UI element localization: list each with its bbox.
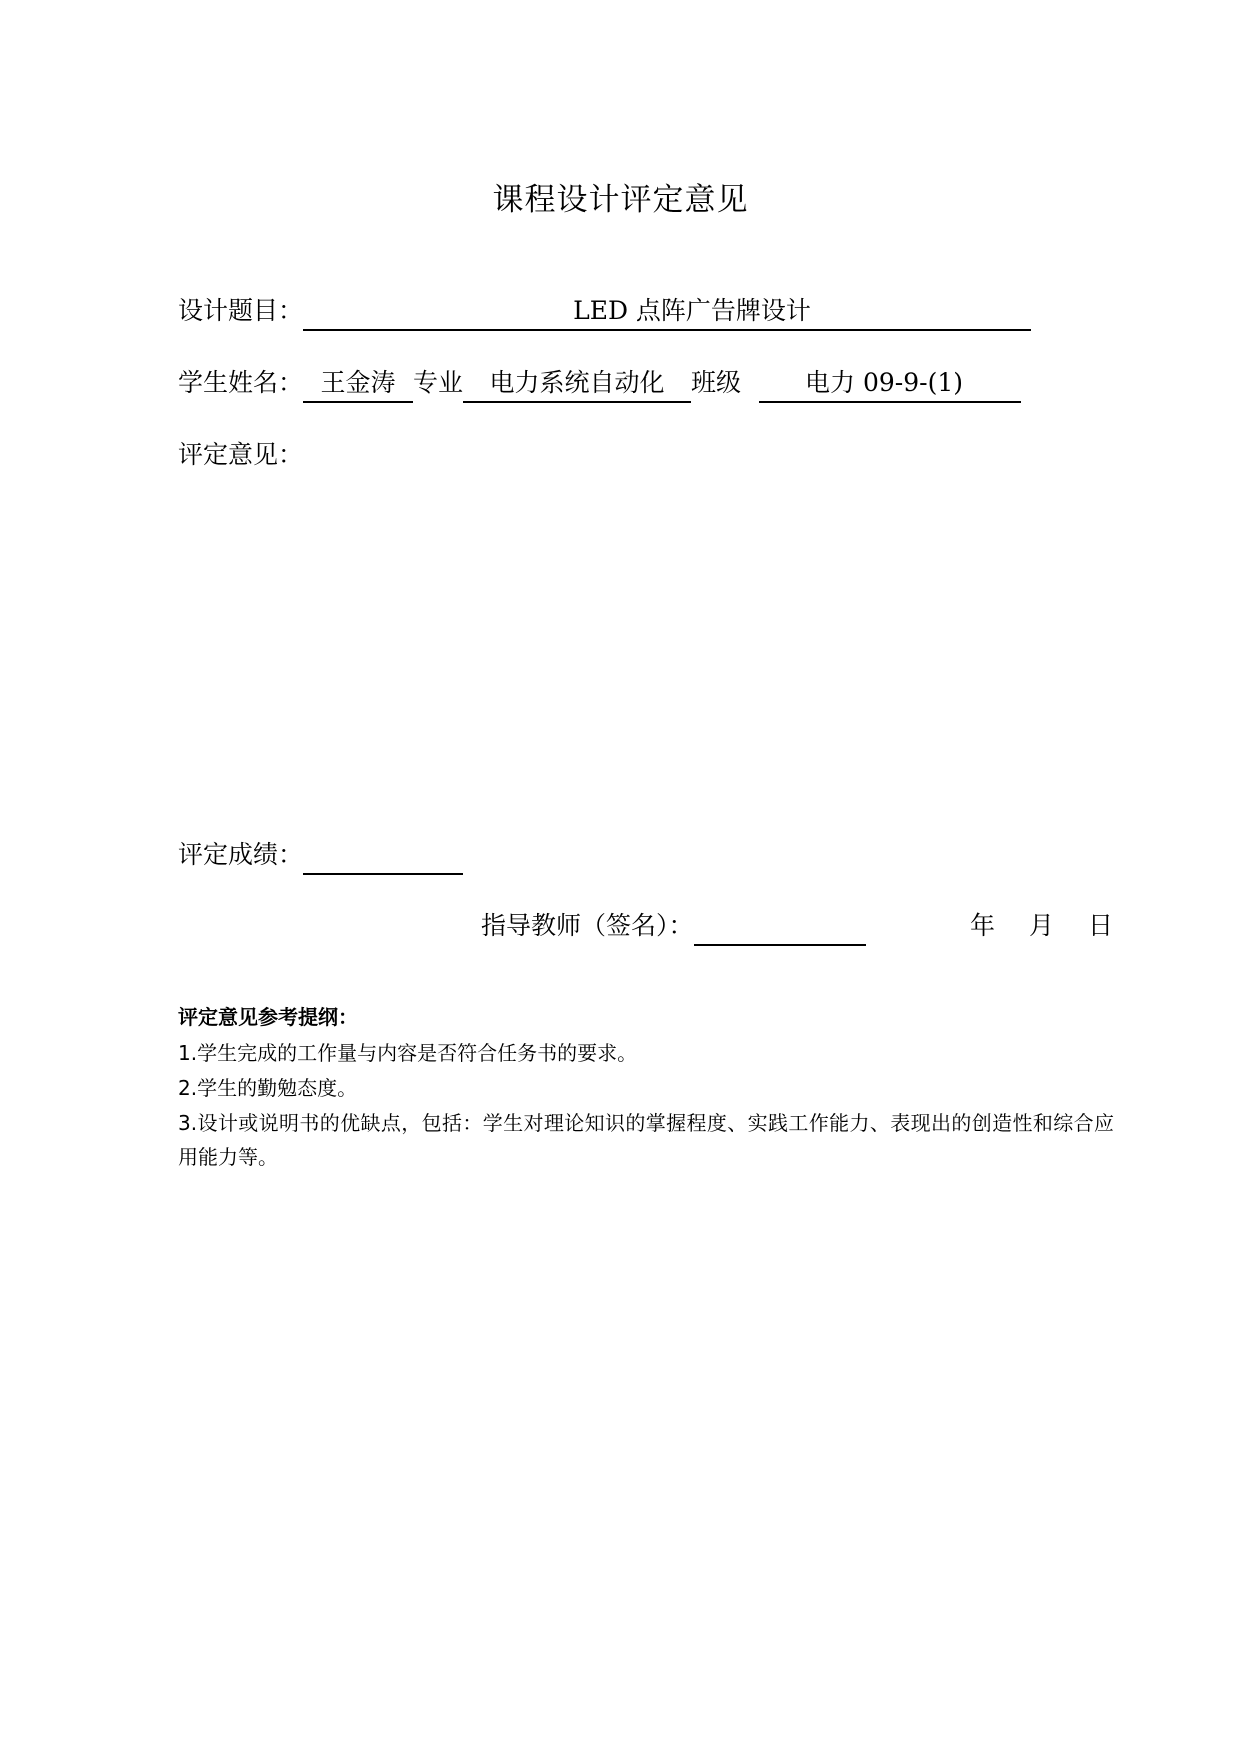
reference-item-1: 1.学生完成的工作量与内容是否符合任务书的要求。 — [178, 1041, 638, 1065]
class-label: 班级 — [691, 368, 742, 397]
day-label: 日 — [1088, 911, 1114, 940]
teacher-label: 指导教师（签名）： — [481, 911, 694, 940]
major-label: 专业 — [413, 368, 464, 397]
opinion-row — [178, 437, 303, 473]
major-field[interactable] — [463, 365, 691, 401]
topic-field[interactable] — [303, 293, 1031, 329]
student-row — [178, 365, 1021, 401]
topic-row — [178, 293, 1031, 329]
reference-heading: 评定意见参考提纲： — [178, 1005, 358, 1029]
reference-item-2: 2.学生的勤勉态度。 — [178, 1076, 358, 1100]
opinion-label: 评定意见： — [178, 440, 304, 469]
month-label: 月 — [1029, 911, 1055, 940]
teacher-row — [481, 908, 866, 944]
grade-label: 评定成绩： — [178, 840, 304, 869]
grade-field[interactable] — [303, 837, 463, 873]
class-field[interactable] — [759, 365, 1021, 401]
teacher-signature-field[interactable] — [694, 908, 866, 944]
topic-value: LED 点阵广告牌设计 — [573, 296, 811, 325]
student-name-field[interactable] — [303, 365, 413, 401]
reference-item-3: 3.设计或说明书的优缺点，包括：学生对理论知识的掌握程度、实践工作能力、表现出的创造性和综合应用能力等。 — [178, 1111, 1114, 1169]
date-row — [970, 908, 1113, 944]
page-title: 课程设计评定意见 — [492, 182, 749, 218]
class-value: 电力 09-9-(1) — [805, 368, 964, 397]
year-label: 年 — [970, 911, 996, 940]
grade-row — [178, 837, 463, 873]
major-value: 电力系统自动化 — [489, 368, 665, 397]
student-name-value: 王金涛 — [320, 368, 396, 397]
topic-label: 设计题目： — [178, 296, 304, 325]
student-label: 学生姓名： — [178, 368, 304, 397]
